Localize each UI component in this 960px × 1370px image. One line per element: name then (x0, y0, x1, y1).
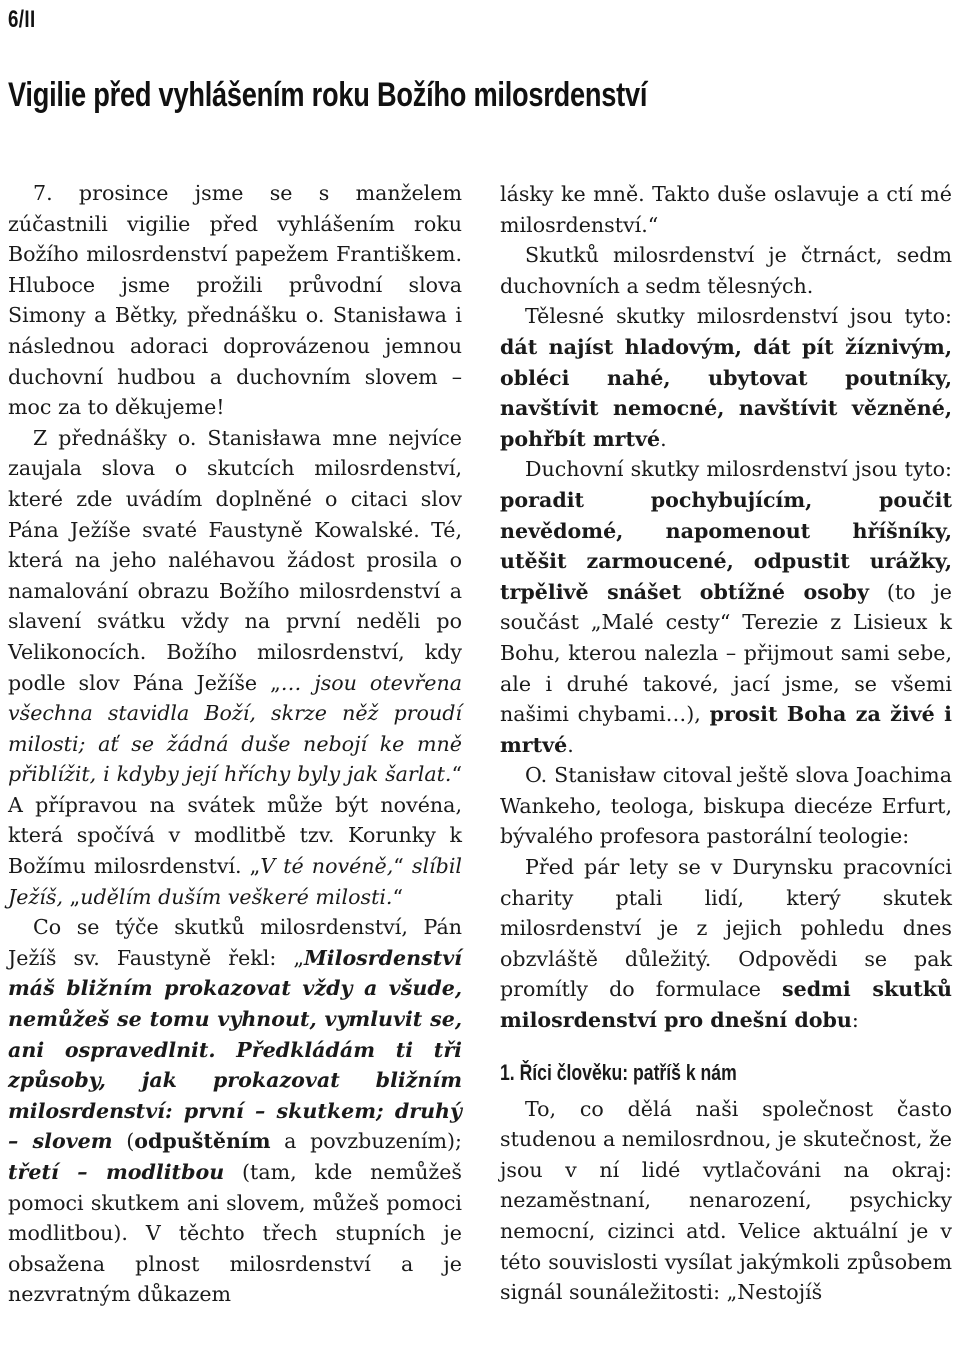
right-column (500, 179, 952, 1308)
text: “ (393, 854, 412, 879)
bold-text: prosit Boha za živé i mrtvé (500, 702, 952, 757)
quote-text: V té novéně, (260, 854, 394, 879)
right-paragraph-2: Skutků milosrdenství je čtrnáct, sedm duchovních a sedm tělesných. (500, 243, 952, 298)
text: . (567, 732, 574, 757)
bold-text: odpuštěním (134, 1129, 271, 1154)
text: . (660, 426, 667, 451)
text: “ (392, 884, 404, 909)
bold-italic-quote: třetí – modlitbou (8, 1160, 225, 1184)
bold-text: sedmi skutků milosrdenství pro dnešní dobu (500, 977, 953, 1033)
right-paragraph-3 (500, 301, 952, 454)
bold-text: dát najíst hladovým, dát pít žíznivým, obléci nahé, ubytovat poutníky, navštívit nemocné, navštívit vězněné, pohřbít mrtvé (500, 334, 952, 451)
article-title: Vigilie před vyhlášením roku Božího milosrdenství (8, 76, 648, 114)
left-paragraph-1: 7. prosince jsme se s manželem zúčastnili vigilie před vyhlášením roku Božího milosrdenství papežem Františkem. Hluboce jsme prožili průvodní slova Simony a Bětky, přednášku o. Stanisława i následnou adoraci doprovázenou jemnou duchovní hudbou a duchovním slovem – moc za to děkujeme! (8, 181, 462, 420)
text: (to je součást „Malé cesty“ Terezie z Lisieux k Bohu, kterou nalezla – přijmout sami sebe, ale i druhé takové, jací jsme, se všemi našimi chybami…), (500, 579, 952, 727)
text: Co se týče skutků milosrdenství, Pán Ježíš sv. Faustyně řekl: „ (8, 915, 462, 970)
text: : (851, 1008, 859, 1033)
text: Duchovní skutky milosrdenství jsou tyto: (525, 457, 952, 482)
text: ( (112, 1129, 135, 1154)
text: “ A přípravou na svátek může být novéna, která spočívá v modlitbě tzv. Korunky k Božímu milosrdenství. „ (8, 762, 462, 879)
right-paragraph-7: To, co dělá naši společnost často studenou a nemilosrdnou, je skutečnost, že jsou v ní lidé vytlačováni na okraj: nezaměstnaní, nenarození, psychicky nemocní, cizinci atd. Velice aktuální je v této souvislosti vysílat jakýmkoli způsobem signál sounáležitosti: „Nestojíš (500, 1096, 952, 1305)
text: Před pár lety se v Durynsku pracovníci charity ptali lidí, který skutek milosrdenství je z jejich pohledu dnes obzvláště důležitý. Odpovědi se pak promítly do formulace (500, 855, 952, 1002)
section-heading: 1. Říci člověku: patříš k nám (500, 1059, 737, 1085)
text: a povzbuzením); (270, 1129, 462, 1154)
right-paragraph-1: lásky ke mně. Takto duše oslavuje a ctí mé milosrdenství.“ (500, 182, 952, 237)
right-paragraph-5: O. Stanisław citoval ještě slova Joachima Wankeho, teologa, biskupa diecéze Erfurt, bývalého profesora pastorální teologie: (500, 763, 952, 849)
quote-text: … jsou otevřena všechna stavidla Boží, skrze něž proudí milosti; ať se žádná duše nebojí ke mně přiblížit, i kdyby její hříchy byly jak šarlat. (8, 670, 463, 787)
text: „ (63, 884, 81, 909)
left-paragraph-2 (8, 423, 462, 913)
quote-text: slíbil Ježíš, (8, 854, 462, 909)
right-paragraph-4 (500, 454, 952, 760)
bold-italic-quote: Milosrdenství máš bližním prokazovat vždy a všude, nemůžeš se tomu vyhnout, vymluvit se, ani ospravedlnit. Předkládám ti tři způsoby, jak prokazovat bližním milosrdenství: první – skutkem; druhý – slovem (8, 945, 462, 1154)
text: Z přednášky o. Stanisława mne nejvíce zaujala slova o skutcích milosrdenství, které zde uvádím doplněné o citaci slov Pána Ježíše svaté Faustyně Kowalské. Té, která na jeho naléhavou žádost prosila o namalování obrazu Božího milosrdenství a slavení svátku vždy na první neděli po Velikonocích. Božího milosrdenství, kdy podle slov Pána Ježíše „ (8, 425, 462, 695)
left-column (8, 178, 462, 1310)
page-number: 6/II (8, 6, 36, 33)
quote-text: udělím duším veškeré milosti. (80, 884, 393, 909)
text: (tam, kde nemůžeš pomoci skutkem ani slovem, můžeš pomoci modlitbou). V těchto třech stupních je obsažena plnost milosrdenství a je nezvratným důkazem (8, 1160, 462, 1307)
left-paragraph-3 (8, 912, 462, 1310)
right-paragraph-6 (500, 852, 952, 1036)
bold-text: poradit pochybujícím, poučit nevědomé, napomenout hříšníky, utěšit zarmoucené, odpustit urážky, trpělivě snášet obtížné osoby (500, 487, 952, 604)
text: Tělesné skutky milosrdenství jsou tyto: (525, 304, 952, 329)
